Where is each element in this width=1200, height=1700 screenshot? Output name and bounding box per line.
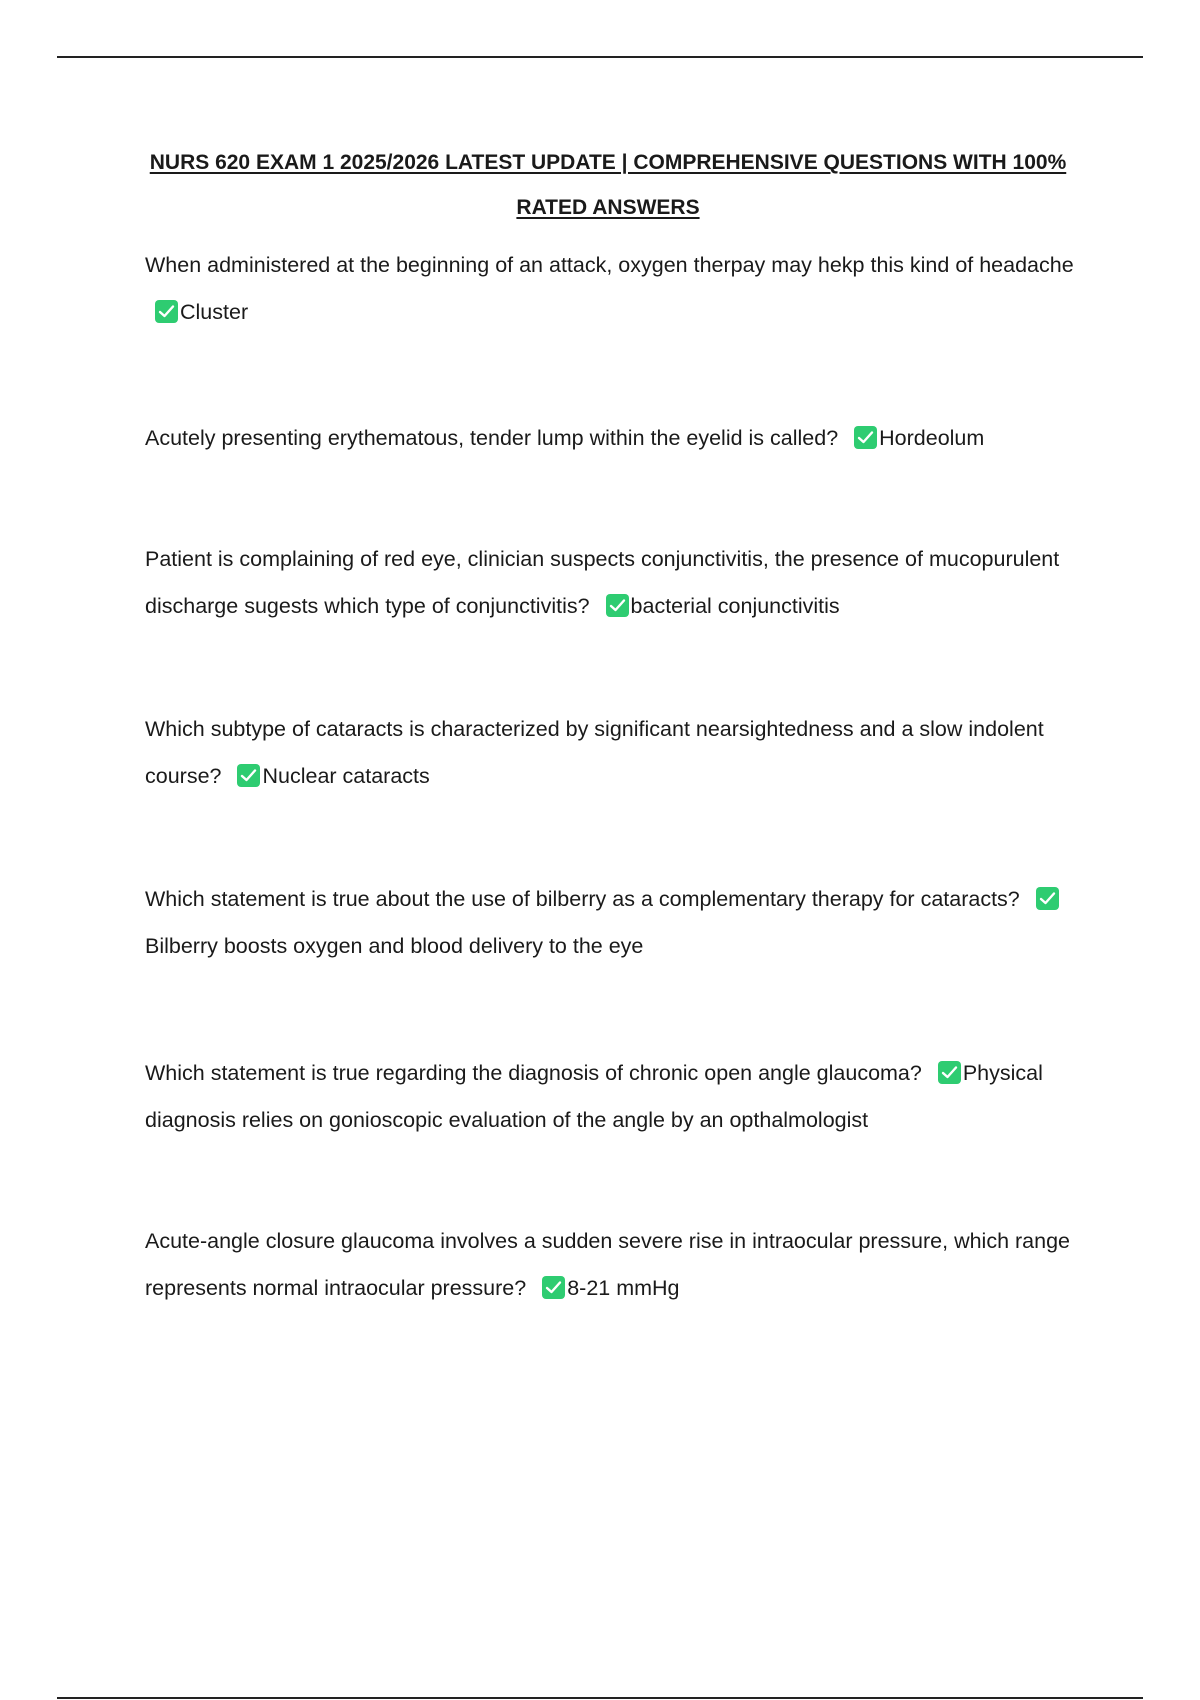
- answer-text: Hordeolum: [879, 426, 985, 450]
- check-icon: [938, 1061, 961, 1084]
- answer-text: Physical diagnosis relies on gonioscopic evaluation of the angle by an opthalmologist: [145, 1061, 1043, 1132]
- qa-item-4: [145, 706, 1075, 800]
- answer-text: Cluster: [180, 300, 249, 324]
- qa-item-3: [145, 536, 1075, 630]
- check-icon: [1036, 887, 1059, 910]
- qa-item-1: [145, 242, 1075, 336]
- qa-item-7: [145, 1218, 1075, 1312]
- answer-text: Nuclear cataracts: [262, 764, 430, 788]
- answer-text: Bilberry boosts oxygen and blood delivery to the eye: [145, 934, 644, 958]
- answer-text: bacterial conjunctivitis: [630, 594, 840, 618]
- question-text: Patient is complaining of red eye, clinician suspects conjunctivitis, the presence of mucopurulent discharge sugests which type of conjunctivitis?: [145, 547, 1060, 618]
- check-icon: [237, 764, 260, 787]
- check-icon: [155, 300, 178, 323]
- check-icon: [542, 1276, 565, 1299]
- question-text: Acutely presenting erythematous, tender lump within the eyelid is called?: [145, 426, 839, 450]
- document-title: NURS 620 EXAM 1 2025/2026 LATEST UPDATE | COMPREHENSIVE QUESTIONS WITH 100% RATED ANSWERS: [149, 151, 1067, 219]
- top-rule: [57, 56, 1143, 58]
- check-icon: [854, 426, 877, 449]
- check-icon: [606, 594, 629, 617]
- question-text: Which statement is true about the use of bilberry as a complementary therapy for cataracts?: [145, 887, 1020, 911]
- qa-item-2: [145, 415, 1075, 462]
- question-text: Acute-angle closure glaucoma involves a sudden severe rise in intraocular pressure, which range represents normal intraocular pressure?: [145, 1229, 1070, 1300]
- qa-item-5: [145, 876, 1075, 970]
- bottom-rule: [57, 1697, 1143, 1699]
- question-text: When administered at the beginning of an attack, oxygen therpay may hekp this kind of headache: [145, 253, 1074, 277]
- answer-text: 8-21 mmHg: [567, 1276, 680, 1300]
- question-text: Which statement is true regarding the diagnosis of chronic open angle glaucoma?: [145, 1061, 922, 1085]
- question-text: Which subtype of cataracts is characterized by significant nearsightedness and a slow indolent course?: [145, 717, 1044, 788]
- qa-item-6: [145, 1050, 1075, 1144]
